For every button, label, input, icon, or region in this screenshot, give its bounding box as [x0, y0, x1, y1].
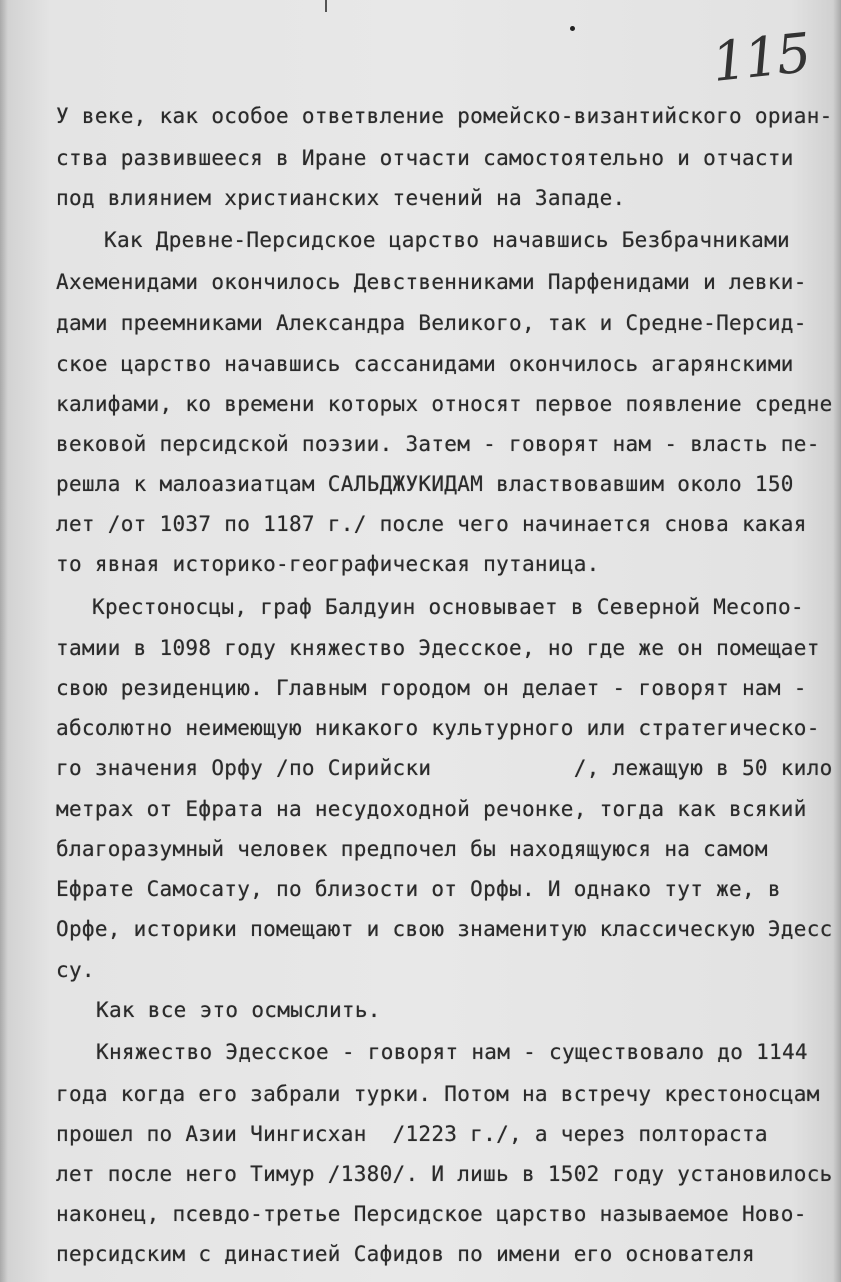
text-line: под влиянием христианских течений на Западе. [56, 186, 626, 210]
text-line: метрах от Ефрата на несудоходной речонке, тогда как всякий [56, 797, 807, 821]
text-line: абсолютно неимеющую никакого культурного или стратегическо- [56, 716, 820, 740]
text-line: благоразумный человек предпочел бы находящуюся на самом [56, 837, 768, 861]
text-line: лет после него Тимур /1380/. И лишь в 1502 году установилось [56, 1162, 833, 1186]
text-line: дами преемниками Александра Великого, так и Средне-Персид- [56, 311, 807, 335]
text-line: то явная историко-географическая путаница. [56, 552, 600, 576]
text-line: лет /от 1037 по 1187 г./ после чего начинается снова какая [56, 512, 807, 536]
text-line: года когда его забрали турки. Потом на встречу крестоносцам [56, 1082, 820, 1106]
text-line: го значения Орфу /по Сирийски /, лежащую в 50 кило [56, 756, 833, 780]
text-line: решла к малоазиатцам САЛЬДЖУКИДАМ властвовавшим около 150 [56, 472, 794, 496]
text-line: персидским с династией Сафидов по имени его основателя [56, 1242, 755, 1266]
text-line: Как все это осмыслить. [96, 998, 381, 1022]
text-line: Ахеменидами окончилось Девственниками Парфенидами и левки- [56, 270, 807, 294]
text-line: вековой персидской поэзии. Затем - говорят нам - власть пе- [56, 432, 820, 456]
text-line: Княжество Эдесское - говорят нам - существовало до 1144 [96, 1040, 808, 1064]
handwritten-page-number: 115 [708, 21, 813, 94]
text-line: Как Древне-Персидское царство начавшись Безбрачниками [104, 228, 790, 252]
text-line: ское царство начавшись сассанидами окончилось агарянскими [56, 352, 794, 376]
text-line: прошел по Азии Чингисхан /1223 г./, а через полтораста [56, 1122, 768, 1146]
text-line: У веке, как особое ответвление ромейско-византийского ориан- [56, 104, 833, 128]
text-line: тамии в 1098 году княжество Эдесское, но где же он помещает [56, 636, 820, 660]
text-line: калифами, ко времени которых относят первое появление средне [56, 392, 833, 416]
text-line: Орфе, историки помещают и свою знаменитую классическую Эдесс [56, 917, 833, 941]
text-line: Крестоносцы, граф Балдуин основывает в Северной Месопо- [92, 595, 804, 619]
text-line: су. [56, 958, 95, 982]
text-line: свою резиденцию. Главным городом он делает - говорят нам - [56, 676, 807, 700]
text-line: наконец, псевдо-третье Персидское царство называемое Ново- [56, 1202, 807, 1226]
text-line: Ефрате Самосату, по близости от Орфы. И однако тут же, в [56, 877, 781, 901]
text-line: ства развившееся в Иране отчасти самостоятельно и отчасти [56, 146, 794, 170]
